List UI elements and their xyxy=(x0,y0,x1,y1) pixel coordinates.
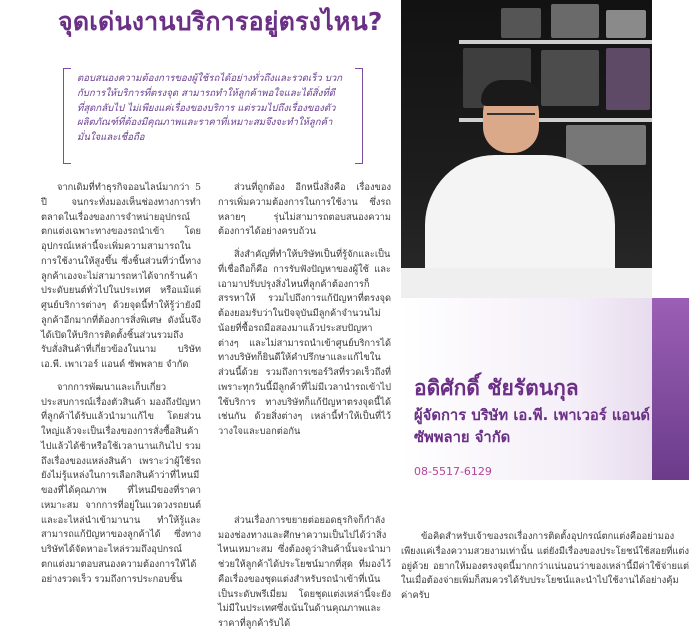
body-paragraph: จากเดิมที่ทำธุรกิจออนไลน์มากว่า 5 ปี จนกระทั่งมองเห็นช่องทางการทำตลาดในเรื่องของการจำหน่ายอุปกรณ์ตกแต่งเฉพาะทางของรถนำเข้า โดยอุปกรณ์เหล่านี้จะเพิ่มความสามารถในการใช้งานให้สูงขึ้น ซึ่งชิ้นส่วนที่ว่านี้ทางลูกค้าเองจะไม่สามารถหาได้จากร้านค้าประดับยนต์ทั่วไปในประเทศ หรือแม้แต่ศูนย์บริการต่างๆ ด้วยจุดนี้ทำให้รู้ว่ายังมีลูกค้าอีกมากที่ต้องการสิ่งพิเศษ ดังนั้นจึงได้เปิดให้บริการติดตั้งชิ้นส่วนรวมถึงรับสั่งสินค้าที่เกี่ยวข้องในนาม บริษัท เอ.พี. เพาเวอร์ แอนด์ ซัพพลาย จำกัด xyxy=(41,182,201,370)
phone-number: 08-5517-6129 xyxy=(414,465,492,478)
person-title: ผู้จัดการ บริษัท เอ.พี. เพาเวอร์ แอนด์ ซัพพลาย จำกัด xyxy=(414,407,651,446)
body-paragraph: สิ่งสำคัญที่ทำให้บริษัทเป็นที่รู้จักและเป็นที่เชื่อถือก็คือ การรับฟังปัญหาของผู้ใช้ และเอามาปรับปรุงสิ่งไหนที่ลูกค้าต้องการก็สรรหาให้ รวมไปถึงการแก้ปัญหาที่ตรงจุดต้องยอมรับว่าในปัจจุบันมีลูกค้าจำนวนไม่น้อยที่ซื้อรถมือสองมาแล้วประสบปัญหาต่างๆ และไม่สามารถนำเข้าศูนย์บริการได้ ทางบริษัทก็ยินดีให้คำปรึกษาและแก้ไขในส่วนนี้ด้วย รวมถึงการเซอร์วิสที่รวดเร็วถึงที่เพราะทุกวันนี้มีลูกค้าที่ไม่มีเวลานำรถเข้าไปใช้บริการ ทางบริษัทก็แก้ปัญหาตรงจุดนี้ได้เช่นกัน ด้วยสิ่งต่างๆ เหล่านี้ทำให้เป็นที่ไว้วางใจและบอกต่อกัน xyxy=(218,249,391,437)
body-paragraph: ข้อคิดสำหรับเจ้าของรถเรื่องการติดตั้งอุปกรณ์ตกแต่งคืออย่ามองเพียงแค่เรื่องความสวยงามเท่านั้น แต่ยังมีเรื่องของประโยชน์ใช้สอยที่แต่งอยู่ด้วย อยากให้มองตรงจุดนี้มากกว่าแน่นอนว่าของเหล่านี้มีค่าใช้จ่ายแต่ในเมื่อต้องจ่ายเพิ่มก็สมควรได้รับประโยชน์และนำไปใช้งานได้อย่างคุ้มค่าครับ xyxy=(401,531,689,601)
portrait-photo xyxy=(401,0,652,298)
closing-paragraph xyxy=(401,530,689,612)
body-column-2 xyxy=(218,181,391,629)
body-column-1 xyxy=(41,181,201,612)
pull-quote xyxy=(63,68,363,164)
body-paragraph: ส่วนที่ถูกต้อง อีกหนึ่งสิ่งคือ เรื่องของการเพิ่มความต้องการในการใช้งาน ซึ่งรถหลายๆ รุ่นไม่สามารถตอบสนองความต้องการได้อย่างครบถ้วน xyxy=(218,182,391,238)
pull-quote-text: ตอบสนองความต้องการของผู้ใช้รถได้อย่างทั่วถึงและรวดเร็ว บวกกับการให้บริการที่ตรงจุด สามารถทำให้ลูกค้าพอใจและได้สิ่งที่ดีที่สุดกลับไป ไม่เพียงแค่เรื่องของบริการ แต่รวมไปถึงเรื่องของตัวผลิตภัณฑ์ที่ต้องมีคุณภาพและราคาที่เหมาะสมจึงจะทำให้ลูกค้ามั่นใจและเชื่อถือ xyxy=(77,73,343,144)
article-headline: จุดเด่นงานบริการอยู่ตรงไหน? xyxy=(58,7,383,36)
pull-quote-bracket-right xyxy=(355,68,363,164)
body-paragraph: ส่วนเรื่องการขยายต่อยอดธุรกิจก็กำลังมองช่องทางและศึกษาความเป็นไปได้ว่าสิ่งไหนเหมาะสม ซึ่งต้องดูว่าสินค้านั้นจะนำมาช่วยให้ลูกค้าได้ประโยชน์มากที่สุด ที่มองไว้คือเรื่องของชุดแต่งสำหรับรถนำเข้าที่เน้นเป็นระดับพรีเมี่ยม โดยชุดแต่งเหล่านี้จะยังไม่มีในประเทศซึ่งเน้นในด้านคุณภาพและราคาที่ลูกค้ารับได้ xyxy=(218,514,391,629)
body-paragraph: จากการพัฒนาและเก็บเกี่ยวประสบการณ์เรื่องตัวสินค้า มองถึงปัญหาที่ลูกค้าได้รับแล้วนำมาแก้ไข โดยส่วนใหญ่แล้วจะเป็นเรื่องของการสั่งซื้อสินค้าไปแล้วได้ช้าหรือใช้เวลานานเกินไป รวมถึงเรื่องของแหล่งสินค้า เพราะว่าผู้ใช้รถยังไม่รู้แหล่งในการเลือกสินค้าว่าที่ไหนมีของที่ได้คุณภาพ ที่ไหนมีของที่ราคาเหมาะสม จากการที่อยู่ในแวดวงรถยนต์และอะไหล่นำเข้ามานาน ทำให้รู้และสามารถแก้ปัญหาของลูกค้าได้ ซึ่งทางบริษัทได้จัดหาอะไหล่รวมถึงอุปกรณ์ตกแต่งมาตอบสนองความต้องการให้ได้อย่างรวดเร็ว รวมถึงการประกอบชิ้น xyxy=(41,381,201,585)
pull-quote-bracket-left xyxy=(63,68,71,164)
person-name: อดิศักดิ์ ชัยรัตนกุล xyxy=(414,376,579,400)
